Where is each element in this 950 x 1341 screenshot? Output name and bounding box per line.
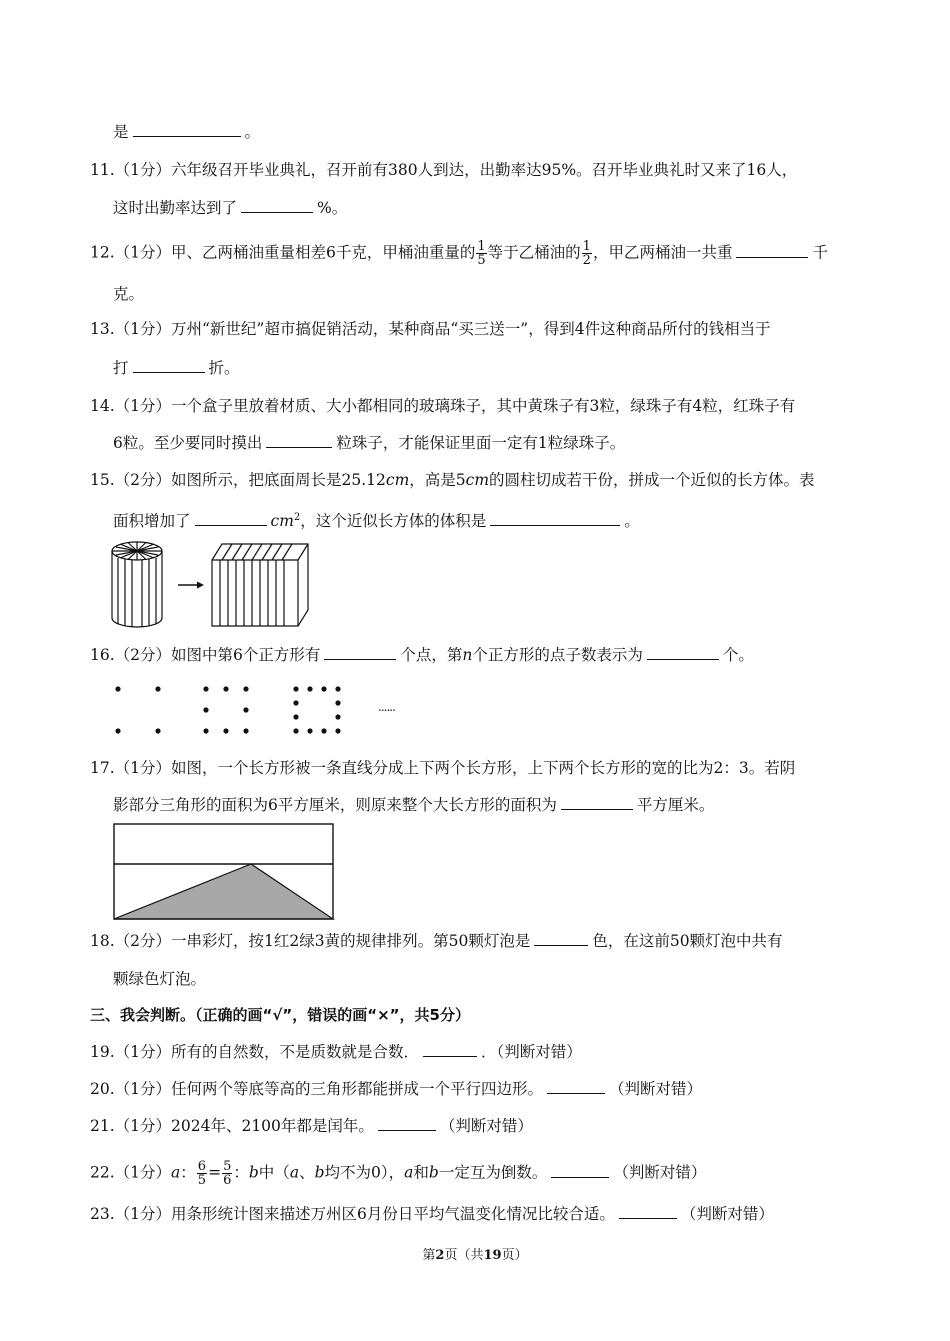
fraction: $\frac{1}{5}$	[477, 239, 486, 268]
question-14-line1: 14.（1分）一个盒子里放着材质、大小都相同的玻璃珠子，其中黄珠子有3粒，绿珠子有4粒，红珠子有	[90, 397, 796, 415]
answer-blank[interactable]	[324, 645, 396, 660]
question-13-line1: 13.（1分）万州“新世纪”超市搞促销活动，某种商品“买三送一”，得到4件这种商品所付的钱相当于	[90, 320, 771, 338]
question-16-line1: 16.（2分）如图中第6个正方形有 个点，第n个正方形的点子数表示为 个。	[90, 646, 754, 664]
fraction: $\frac{1}{2}$	[582, 239, 591, 268]
ellipsis-dots: ......	[378, 700, 395, 714]
cylinder-cuboid-figure	[108, 538, 318, 630]
answer-blank[interactable]	[561, 795, 633, 810]
answer-blank[interactable]	[133, 122, 241, 137]
answer-blank[interactable]	[534, 931, 588, 946]
question-22: 22.（1分）a： $\frac{6}{5}$ = $\frac{5}{6}$ ：b中（a、b均不为0），a和b一定互为倒数。 （判断对错）	[90, 1159, 707, 1188]
question-11-line2: 这时出勤率达到了 %。	[113, 199, 348, 217]
question-12-line1: 12.（1分）甲、乙两桶油重量相差6千克，甲桶油重量的 $\frac{1}{5}$ 等于乙桶油的 $\frac{1}{2}$ ，甲乙两桶油一共重 千	[90, 239, 828, 268]
question-14-line2: 6粒。至少要同时摸出 粒珠子，才能保证里面一定有1粒绿珠子。	[113, 434, 626, 452]
answer-blank[interactable]	[133, 358, 205, 373]
answer-blank[interactable]	[241, 198, 313, 213]
question-15-line2: 面积增加了 $cm^2$，这个近似长方体的体积是 。	[113, 512, 640, 531]
question-12-line2: 克。	[113, 285, 145, 303]
answer-blank[interactable]	[490, 511, 620, 526]
question-13-line2: 打 折。	[113, 359, 240, 377]
question-17-line1: 17.（1分）如图，一个长方形被一条直线分成上下两个长方形，上下两个长方形的宽的比为2：3。若阴	[90, 759, 796, 777]
answer-blank[interactable]	[378, 1116, 436, 1131]
question-19: 19.（1分）所有的自然数，不是质数就是合数． ．（判断对错）	[90, 1043, 582, 1061]
answer-blank[interactable]	[619, 1204, 677, 1219]
question-21: 21.（1分）2024年、2100年都是闰年。 （判断对错）	[90, 1117, 533, 1135]
answer-blank[interactable]	[266, 433, 332, 448]
page-footer: 第2页（共19页）	[422, 1248, 528, 1263]
answer-blank[interactable]	[195, 511, 267, 526]
rectangle-triangle-figure	[112, 822, 336, 922]
answer-blank[interactable]	[551, 1163, 609, 1178]
question-23: 23.（1分）用条形统计图来描述万州区6月份日平均气温变化情况比较合适。 （判断对错）	[90, 1205, 774, 1223]
question-18-line2: 颗绿色灯泡。	[113, 970, 207, 988]
question-18-line1: 18.（2分）一串彩灯，按1红2绿3黄的规律排列。第50颗灯泡是 色，在这前50颗灯泡中共有	[90, 932, 783, 950]
answer-blank[interactable]	[736, 243, 808, 258]
question-20: 20.（1分）任何两个等底等高的三角形都能拼成一个平行四边形。 （判断对错）	[90, 1080, 703, 1098]
fraction: $\frac{5}{6}$	[223, 1159, 232, 1188]
fraction: $\frac{6}{5}$	[197, 1159, 207, 1188]
carryover-line: 是 。	[113, 123, 261, 141]
question-11-line1: 11.（1分）六年级召开毕业典礼，召开前有380人到达，出勤率达95%。召开毕业典礼时又来了16人，	[90, 161, 798, 179]
answer-blank[interactable]	[423, 1042, 477, 1057]
section-3-heading: 三、我会判断。（正确的画“√”，错误的画“×”，共5分）	[90, 1006, 470, 1024]
question-15-line1: 15.（2分）如图所示，把底面周长是25.12cm，高是5cm的圆柱切成若干份，拼成一个近似的长方体。表	[90, 471, 815, 489]
answer-blank[interactable]	[547, 1079, 605, 1094]
answer-blank[interactable]	[647, 645, 719, 660]
question-17-line2: 影部分三角形的面积为6平方厘米，则原来整个大长方形的面积为 平方厘米。	[113, 796, 715, 814]
